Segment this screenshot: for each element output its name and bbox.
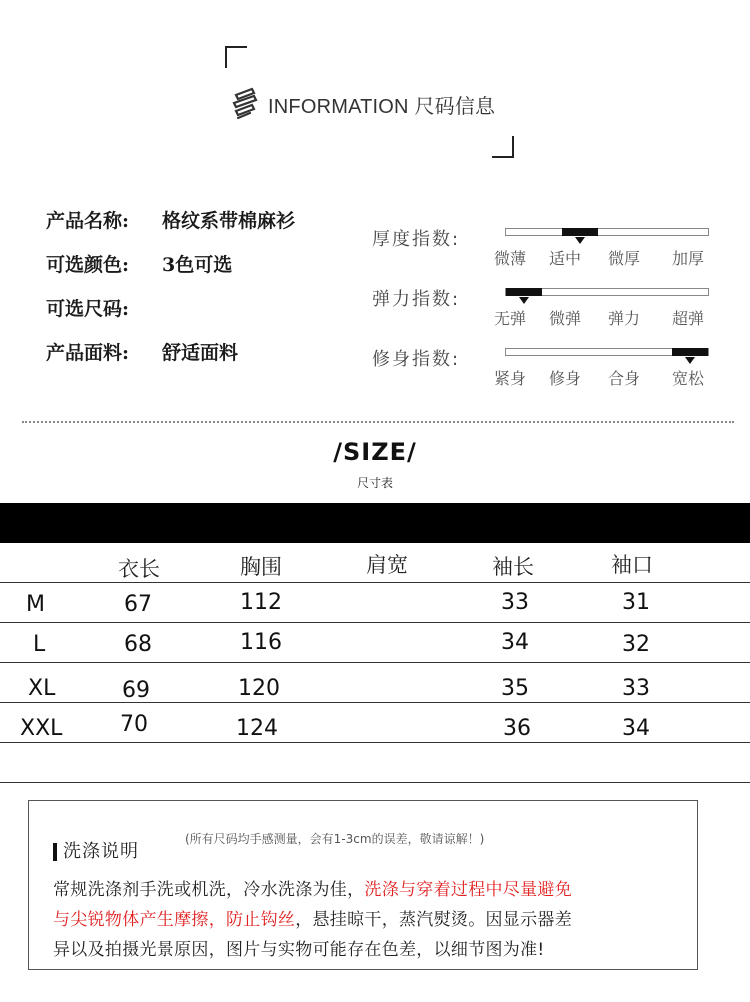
- table-cell-size: M: [26, 592, 45, 617]
- index-elasticity-pointer-icon: [519, 297, 529, 304]
- wash-title: 洗涤说明: [63, 841, 139, 862]
- product-fabric-value: 舒适面料: [162, 342, 239, 364]
- product-color-label: 可选颜色:: [46, 254, 130, 276]
- product-fabric-label: 产品面料:: [46, 342, 130, 364]
- corner-bracket-top-left: [225, 46, 247, 68]
- table-cell: 68: [124, 632, 152, 657]
- wash-text: 常规洗涤剂手洗或机洗，冷水洗涤为佳，: [53, 880, 365, 900]
- wash-warning-text: 洗涤与穿着过程中尽量避免: [364, 880, 573, 900]
- index-elasticity-bar: [505, 288, 709, 296]
- index-fit-option: 修身: [549, 369, 582, 388]
- table-row-divider: [0, 782, 750, 783]
- table-header-cuff: 袖口: [611, 553, 653, 577]
- table-cell-size: XXL: [20, 716, 63, 741]
- table-cell: 36: [503, 716, 531, 741]
- table-header-length: 衣长: [118, 557, 160, 581]
- index-fit-label: 修身指数:: [372, 349, 461, 370]
- table-cell: 35: [501, 676, 529, 701]
- wash-instructions-box: [28, 800, 698, 970]
- index-fit-option: 合身: [608, 369, 641, 388]
- index-thickness-option: 加厚: [672, 249, 705, 268]
- product-size-label: 可选尺码:: [46, 298, 130, 320]
- table-header-shoulder: 肩宽: [366, 553, 408, 577]
- index-thickness-label: 厚度指数:: [372, 229, 461, 250]
- product-name-value: 格纹系带棉麻衫: [162, 210, 296, 232]
- table-cell: 34: [501, 630, 529, 655]
- wash-text-line-3: 异以及拍摄光景原因，图片与实物可能存在色差，以细节图为准!: [53, 940, 545, 960]
- index-fit-option: 紧身: [494, 369, 527, 388]
- index-thickness-option: 适中: [549, 249, 582, 268]
- index-elasticity-option: 超弹: [672, 309, 705, 328]
- table-cell: 116: [240, 630, 282, 655]
- wash-text: ，悬挂晾干，蒸汽熨烫。因显示器差: [295, 910, 573, 930]
- table-cell: 33: [622, 676, 650, 701]
- stacked-lines-icon: [228, 86, 262, 122]
- info-title: [228, 86, 495, 122]
- table-cell-size: XL: [28, 676, 56, 701]
- table-cell: 32: [622, 632, 650, 657]
- index-fit-bar: [505, 348, 709, 356]
- table-row-divider: [0, 622, 750, 623]
- info-title-text: INFORMATION 尺码信息: [268, 95, 496, 118]
- index-thickness-option: 微厚: [608, 249, 641, 268]
- table-header-sleeve: 袖长: [492, 555, 534, 579]
- index-fit-fill: [672, 348, 708, 356]
- wash-text-line-2: [53, 905, 572, 930]
- table-row-divider: [0, 582, 750, 583]
- product-name-label: 产品名称:: [46, 210, 130, 232]
- table-row-divider: [0, 702, 750, 703]
- table-header-band: [0, 503, 750, 543]
- table-cell: 33: [501, 590, 529, 615]
- corner-bracket-bottom-right: [492, 136, 514, 158]
- table-header-chest: 胸围: [240, 555, 282, 579]
- table-cell: 124: [236, 716, 278, 741]
- table-cell-size: L: [33, 632, 46, 657]
- index-thickness-pointer-icon: [575, 237, 585, 244]
- table-cell: 120: [238, 676, 280, 701]
- index-elasticity-option: 弹力: [608, 309, 641, 328]
- product-color-value: 3色可选: [162, 254, 233, 276]
- table-cell: 34: [622, 716, 650, 741]
- index-thickness-fill: [562, 228, 598, 236]
- index-elasticity-label: 弹力指数:: [372, 289, 461, 310]
- table-cell: 69: [122, 678, 150, 703]
- table-row-divider: [0, 662, 750, 663]
- wash-text-line-1: [53, 875, 572, 900]
- index-fit-pointer-icon: [685, 357, 695, 364]
- index-elasticity-option: 微弹: [549, 309, 582, 328]
- wash-note: (所有尺码均手感测量，会有1-3cm的误差，敬请谅解！): [185, 832, 485, 846]
- index-elasticity-option: 无弹: [494, 309, 527, 328]
- size-subheading: 尺寸表: [356, 476, 393, 490]
- table-cell: 112: [240, 590, 282, 615]
- table-cell: 67: [124, 592, 152, 617]
- size-heading: /SIZE/: [333, 438, 417, 466]
- dotted-divider: [22, 421, 734, 423]
- index-thickness-option: 微薄: [494, 249, 527, 268]
- wash-title-bar: [53, 843, 57, 861]
- wash-warning-text: 与尖锐物体产生摩擦，防止钩丝: [53, 910, 296, 930]
- table-cell: 70: [120, 712, 148, 737]
- table-row-divider: [0, 742, 750, 743]
- index-fit-option: 宽松: [672, 369, 705, 388]
- table-cell: 31: [622, 590, 650, 615]
- index-thickness-bar: [505, 228, 709, 236]
- index-elasticity-fill: [506, 288, 542, 296]
